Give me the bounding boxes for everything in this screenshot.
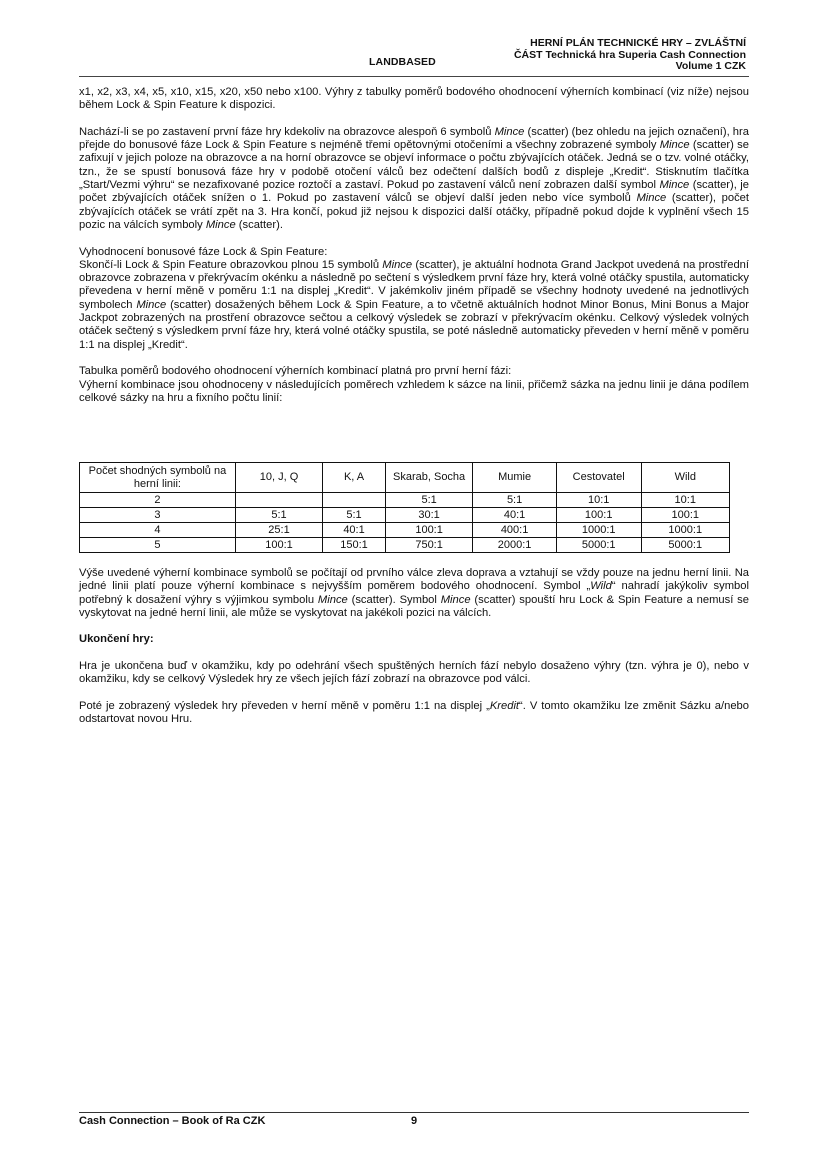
paytable-header-10jq: 10, J, Q [235,463,322,493]
table-cell: 2000:1 [473,538,556,553]
page-header [79,37,749,77]
paragraph-lock-spin-trigger: Nachází-li se po zastavení první fáze hry kdekoliv na obrazovce alespoň 6 symbolů Mince (scatter) (bez ohledu na jejich označení), hra přejde do bonusové fáze Lock & Spin Feature s nejméně třemi opětovnými otočeními a všechny zobrazené symboly Mince (scatter) se zafixují v jejich poloze na obrazovce a na horní obrazovce se objeví informace o počtu zbývajících otáček. Jedná se o tzv. volné otáčky, tzn., že se spustí bonusová fáze hry v podobě otočení válců bez odečtení dalších bodů z displeje „Kredit“. Stisknutím tlačítka „Start/Vezmi výhru“ se nezafixované pozice roztočí a zastaví. Pokud po zastavení válců není zobrazen další symbol Mince (scatter), je počet zbývajících otáček snížen o 1. Pokud po zastavení válců se objeví další jeden nebo více symbolů Mince (scatter), počet zbývajících otáček se vrátí zpět na 3. Hra končí, pokud již nejsou k dispozici další otáčky, případně pokud dojde k vyplnění všech 15 pozic na válcích symboly Mince (scatter). [79,125,749,231]
paragraph-paytable-title: Tabulka poměrů bodového ohodnocení výherních kombinací platná pro první herní fázi: [79,365,512,378]
table-cell: 5:1 [473,493,556,508]
paytable-header-count: Počet shodných symbolů na herní linii: [80,463,236,493]
table-cell: 4 [80,523,236,538]
paytable [79,462,730,553]
table-cell: 5 [80,538,236,553]
header-title-line1: HERNÍ PLÁN TECHNICKÉ HRY – ZVLÁŠTNÍ [530,37,746,49]
table-cell: 1000:1 [556,523,641,538]
table-cell: 5:1 [385,493,472,508]
table-row [80,523,730,538]
table-cell: 3 [80,508,236,523]
table-cell: 40:1 [473,508,556,523]
table-cell: 30:1 [385,508,472,523]
document-body [79,86,749,405]
paytable-header-row [80,463,730,493]
table-cell: 5:1 [235,508,322,523]
table-cell: 750:1 [385,538,472,553]
paytable-header-mumie: Mumie [473,463,556,493]
table-row [80,508,730,523]
paytable-header-cestovatel: Cestovatel [556,463,641,493]
table-cell: 100:1 [385,523,472,538]
table-cell: 1000:1 [641,523,729,538]
table-cell: 100:1 [235,538,322,553]
table-cell: 5000:1 [641,538,729,553]
paragraph-result-transfer: Poté je zobrazený výsledek hry převeden v herní měně v poměru 1:1 na displej „Kredit“. V tomto okamžiku lze změnit Sázku a/nebo odstartovat novou Hru. [79,699,749,726]
table-row [80,538,730,553]
table-cell: 2 [80,493,236,508]
paragraph-multipliers: x1, x2, x3, x4, x5, x10, x15, x20, x50 nebo x100. Výhry z tabulky poměrů bodového ohodnocení výherních kombinací (viz níže) nejsou během Lock & Spin Feature k dispozici. [79,86,749,112]
header-landbased-label: LANDBASED [369,56,436,68]
header-title [514,38,746,73]
table-cell: 5:1 [323,508,386,523]
header-divider [79,76,749,77]
document-body-continued [79,567,749,727]
table-cell: 10:1 [556,493,641,508]
table-cell: 100:1 [556,508,641,523]
paragraph-bonus-evaluation: Skončí-li Lock & Spin Feature obrazovkou plnou 15 symbolů Mince (scatter), je aktuální hodnota Grand Jackpot uvedená na prostřední obrazovce zobrazena v překrývacím okénku a následně po sečtení s výsledkem první fáze hry, která volné otáčky spustila, automaticky převedena v herní měně v poměru 1:1 na displej „Kredit“. V jakémkoliv jiném případě se všechny hodnoty uvedené na jednotlivých symbolech Mince (scatter) dosažených během Lock & Spin Feature, a to včetně aktuálních hodnot Minor Bonus, Mini Bonus a Major Jackpot zobrazených na prostření obrazovce sečtou a celkový výsledek se zobrazí v překrývacím okénku. Celkový výsledek volných otáček sečtený s výsledkem první fáze hry, která volné otáčky spustila, se poté následně automaticky převeden v herní měně v poměru 1:1 na displej „Kredit“. [79,258,749,351]
table-cell: 150:1 [323,538,386,553]
footer-divider [79,1112,749,1113]
section-heading-game-end: Ukončení hry: [79,633,154,646]
table-cell: 10:1 [641,493,729,508]
table-cell: 400:1 [473,523,556,538]
header-title-line3: Volume 1 CZK [675,60,746,72]
table-cell: 40:1 [323,523,386,538]
paytable-header-wild: Wild [641,463,729,493]
table-row [80,493,730,508]
page-footer [79,1115,418,1127]
paragraph-game-end: Hra je ukončena buď v okamžiku, kdy po odehrání všech spuštěných herních fází nebylo dosaženo výhry (tzn. výhra je 0), nebo v okamžiku, kdy se celkový Výsledek hry ze všech jejích fází zobrazí na obrazovce pod válci. [79,660,749,686]
table-cell: 5000:1 [556,538,641,553]
table-cell [323,493,386,508]
table-cell [235,493,322,508]
footer-title: Cash Connection – Book of Ra CZK [79,1115,266,1127]
paragraph-paytable-intro: Výherní kombinace jsou ohodnoceny v následujících poměrech vzhledem k sázce na linii, přičemž sázka na jednu linii je dána podílem celkové sázky na hru a fixního počtu linií: [79,378,749,404]
paytable-header-skarab-socha: Skarab, Socha [385,463,472,493]
page-number: 9 [411,1115,418,1127]
paytable-header-ka: K, A [323,463,386,493]
table-cell: 25:1 [235,523,322,538]
table-cell: 100:1 [641,508,729,523]
paragraph-paytable-rules: Výše uvedené výherní kombinace symbolů se počítají od prvního válce zleva doprava a vztahují se vždy pouze na jednu herní linii. Na jedné linii platí pouze výherní kombinace s nejvyšším poměrem bodového ohodnocení. Symbol „Wild“ nahradí jakýkoliv symbol potřebný k dosažení výhry s výjimkou symbolu Mince (scatter). Symbol Mince (scatter) spouští hru Lock & Spin Feature a nemusí se vyskytovat na jedné herní linii, ale může se vyskytovat na jakékoli pozici na válcích. [79,567,750,619]
paragraph-bonus-evaluation-title: Vyhodnocení bonusové fáze Lock & Spin Feature: [79,245,328,258]
header-title-line2: ČÁST Technická hra Superia Cash Connection [513,48,746,61]
